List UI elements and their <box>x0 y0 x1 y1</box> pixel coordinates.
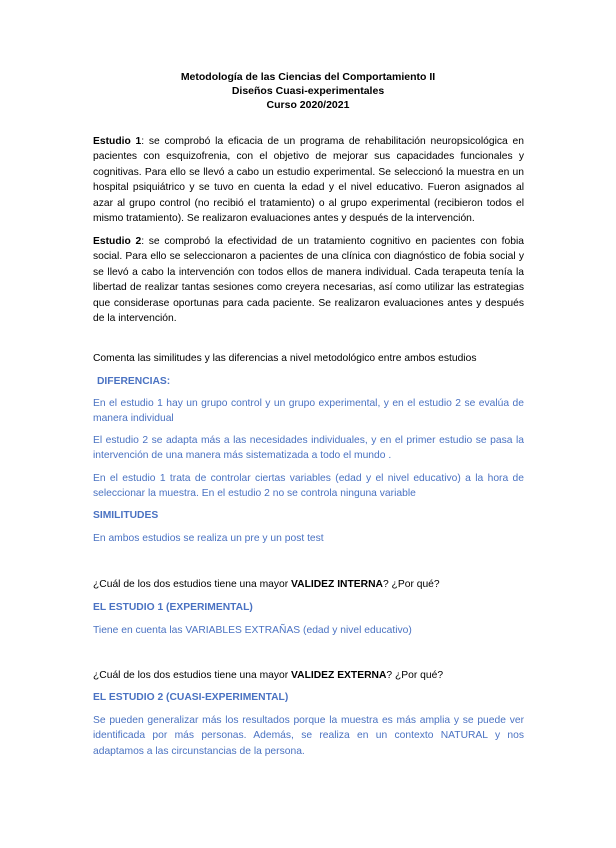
course-title: Metodología de las Ciencias del Comportamiento II <box>180 71 436 83</box>
estudio-2-text: : se comprobó la efectividad de un tratamiento cognitivo en pacientes con fobia social. Para ello se seleccionaron a pacientes de una clínica con diagnóstico de fobia social y se llevó a cabo la intervención con todos ellos de manera individual. Cada terapeuta tenía la libertad de realizar tantas sesiones como creyera necesarias, así como utilizar las estrategias que considerase oportunas para cada paciente. Se realizaron evaluaciones antes y después de la intervención. <box>93 236 524 325</box>
diferencia-item-1: En el estudio 1 hay un grupo control y un grupo experimental, y en el estudio 2 se evalúa de manera individual <box>93 398 524 425</box>
estudio-1-paragraph <box>93 134 524 226</box>
document-header <box>0 70 616 112</box>
validez-externa-answer-text: Se pueden generalizar más los resultados porque la muestra es más amplia y se puede ver identificada por más personas. Además, se realiza en un contexto NATURAL y nos adaptamos a las circunstancias de la persona. <box>93 715 524 757</box>
validez-externa-answer-heading: EL ESTUDIO 2 (CUASI-EXPERIMENTAL) <box>93 692 289 703</box>
validez-interna-label: VALIDEZ INTERNA <box>291 579 383 590</box>
document-subtitle: Diseños Cuasi-experimentales <box>231 85 385 97</box>
estudio-1-label: Estudio 1 <box>93 136 142 147</box>
estudio-2-label: Estudio 2 <box>93 236 142 247</box>
similitudes-text: En ambos estudios se realiza un pre y un post test <box>93 533 324 544</box>
validez-interna-answer-text: Tiene en cuenta las VARIABLES EXTRAÑAS (edad y nivel educativo) <box>93 625 412 636</box>
diferencia-item-3: En el estudio 1 trata de controlar ciertas variables (edad y el nivel educativo) a la hora de seleccionar la muestra. En el estudio 2 no se controla ninguna variable <box>93 473 524 500</box>
question-similitudes-diferencias: Comenta las similitudes y las diferencias a nivel metodológico entre ambos estudios <box>93 353 477 364</box>
diferencias-heading: DIFERENCIAS: <box>97 376 171 387</box>
question-validez-externa: ¿Cuál de los dos estudios tiene una mayor VALIDEZ EXTERNA? ¿Por qué? <box>93 670 444 681</box>
question-validez-interna: ¿Cuál de los dos estudios tiene una mayor VALIDEZ INTERNA? ¿Por qué? <box>93 579 440 590</box>
similitudes-heading: SIMILITUDES <box>93 510 159 521</box>
estudio-2-paragraph <box>93 234 524 326</box>
validez-interna-answer-heading: EL ESTUDIO 1 (EXPERIMENTAL) <box>93 602 253 613</box>
validez-externa-label: VALIDEZ EXTERNA <box>291 670 387 681</box>
diferencia-item-2: El estudio 2 se adapta más a las necesidades individuales, y en el primer estudio se pasa la intervención de una manera más sistematizada a todo el mundo . <box>93 435 524 462</box>
estudio-1-text: : se comprobó la eficacia de un programa de rehabilitación neuropsicológica en pacientes con esquizofrenia, con el objetivo de mejorar sus capacidades funcionales y cognitivas. Para ello se llevó a cabo un estudio experimental. Se seleccionó la muestra en un hospital psiquiátrico y se tuvo en cuenta la edad y el nivel educativo. Fueron asignados al azar al grupo control (no recibió el tratamiento) o al grupo experimental (recibieron todos el mismo tratamiento). Se realizaron evaluaciones antes y después de la intervención. <box>93 136 524 225</box>
course-year: Curso 2020/2021 <box>266 99 350 111</box>
